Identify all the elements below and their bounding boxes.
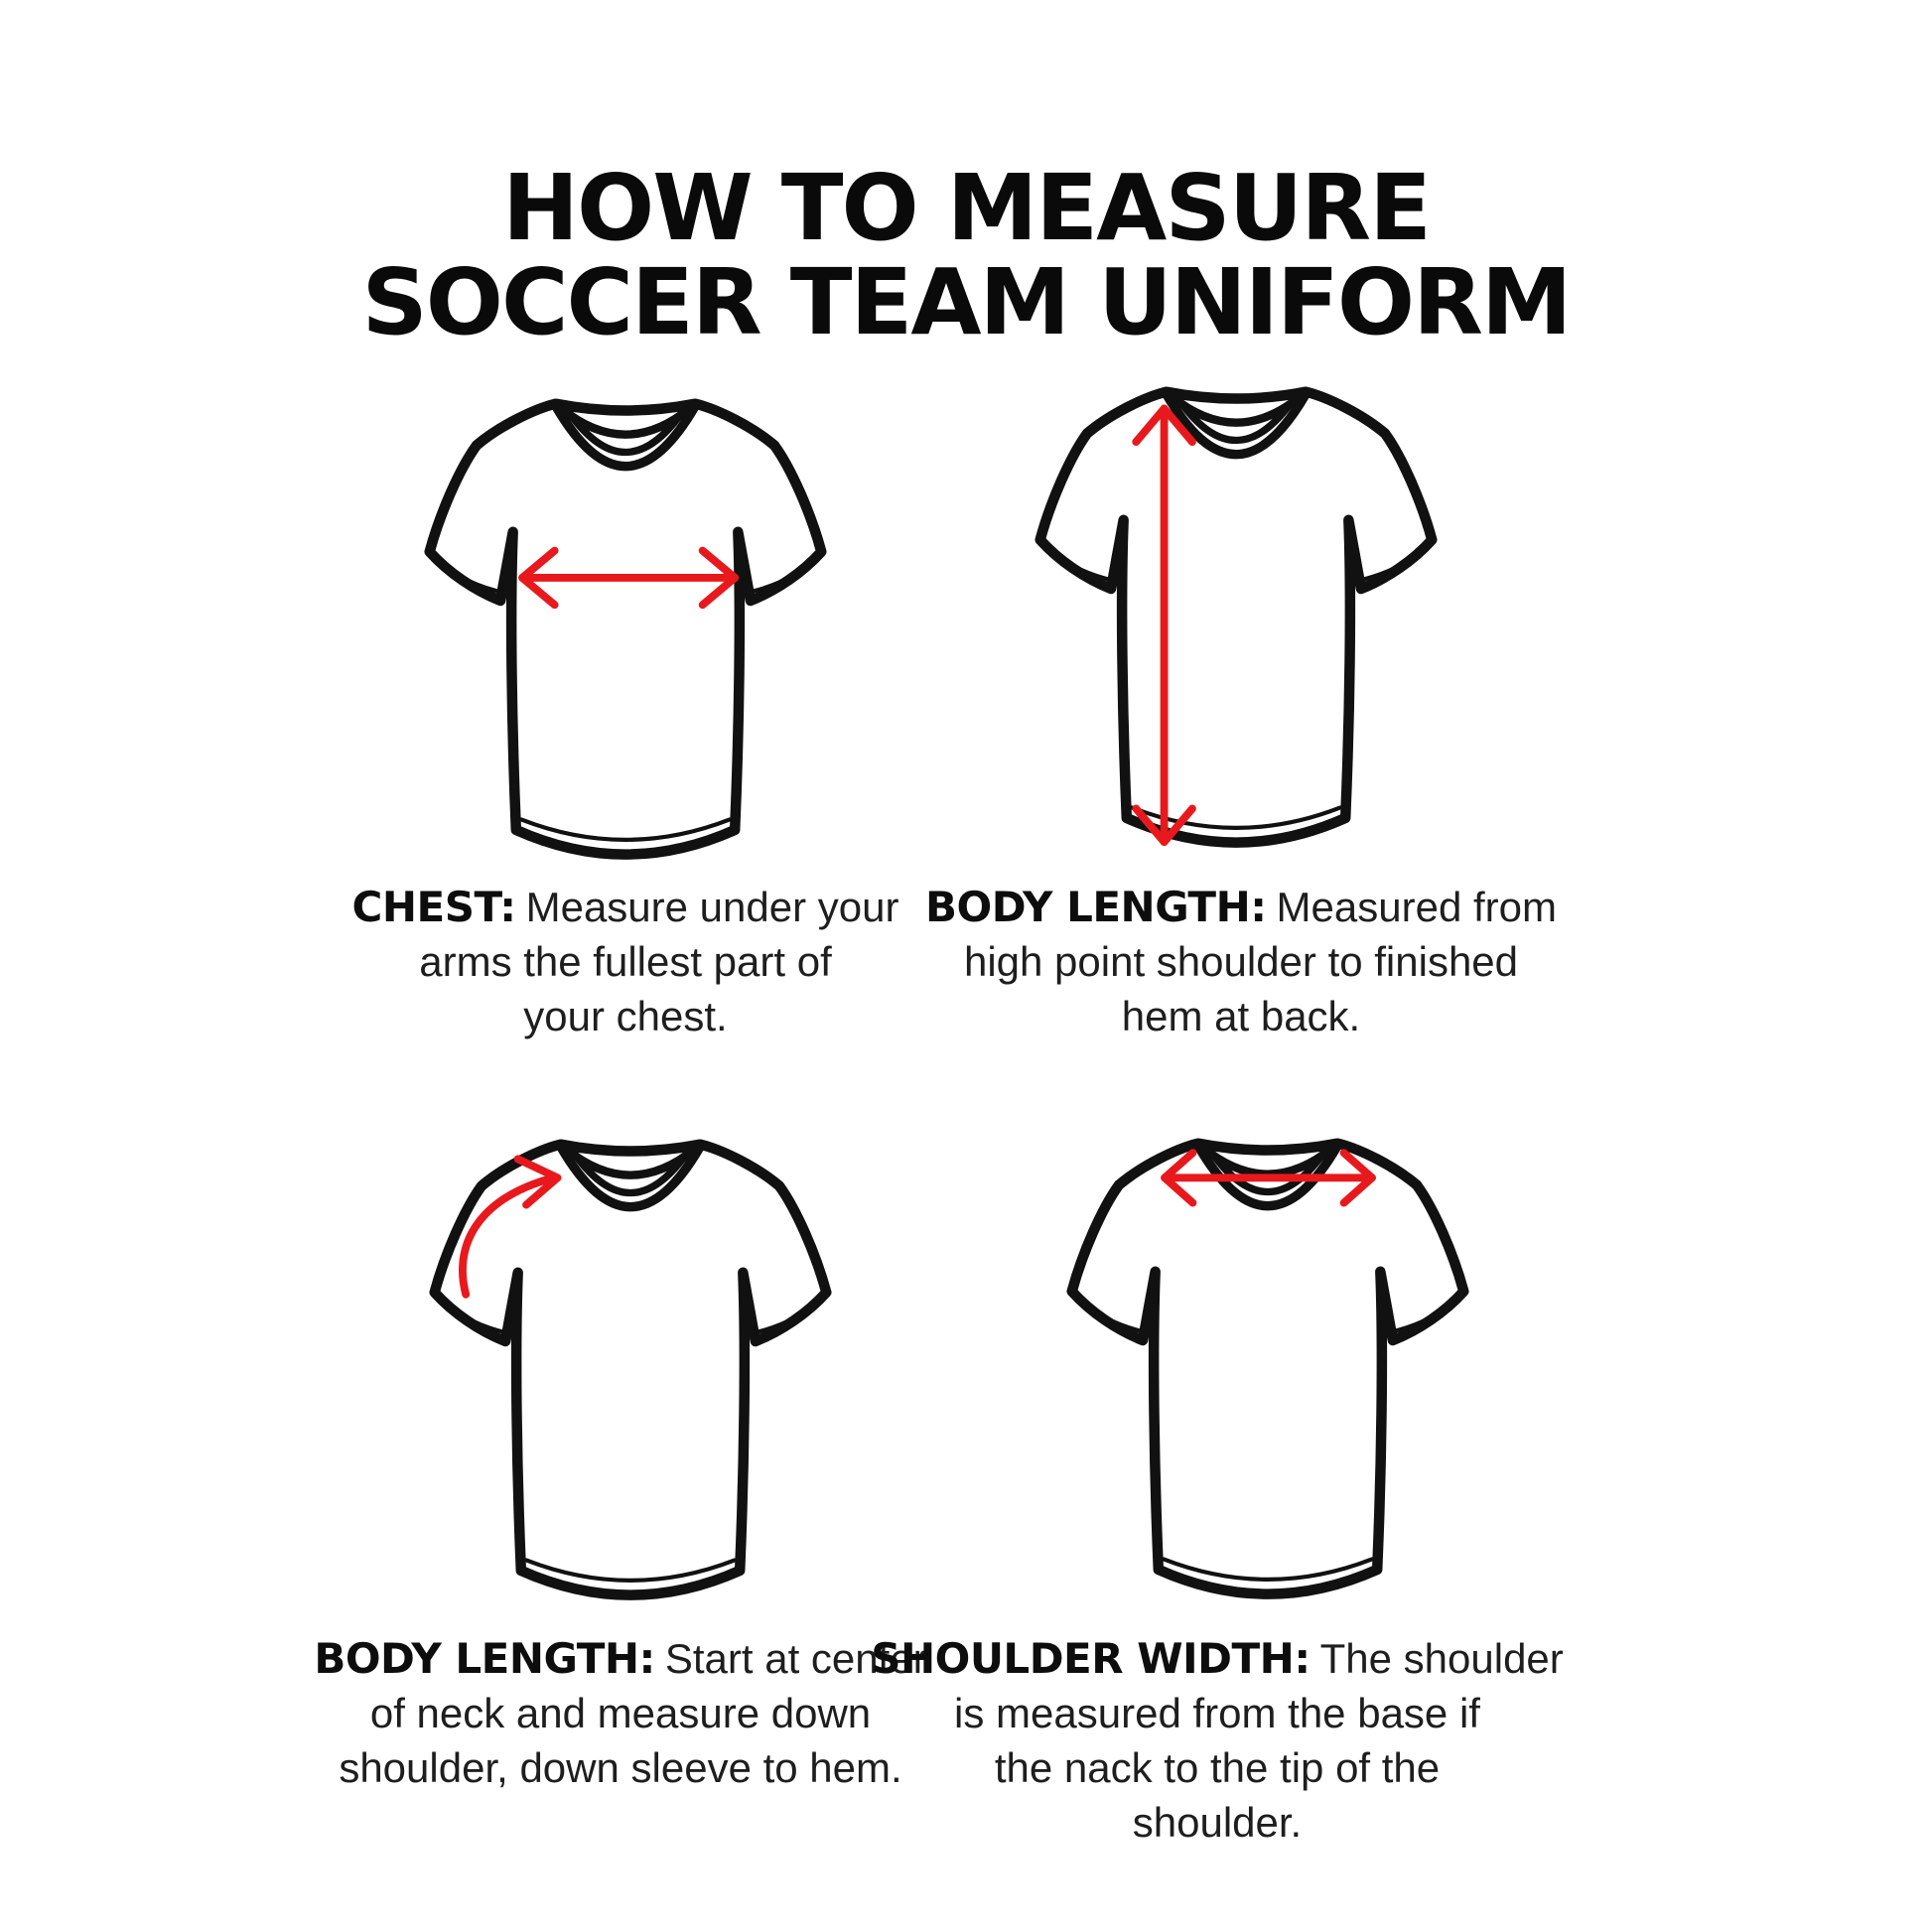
caption-line: hem at back. <box>1121 993 1361 1039</box>
caption-line: the nack to the tip of the <box>994 1744 1441 1791</box>
tshirt-illustration-body-length <box>1028 377 1445 862</box>
page-title-line1: HOW TO MEASURE <box>502 154 1430 261</box>
caption-line <box>870 1631 1565 1686</box>
page-title-line2: SOCCER TEAM UNIFORM <box>361 248 1571 355</box>
caption-line: shoulder, down sleeve to hem. <box>339 1744 902 1791</box>
tshirt-illustration-sleeve <box>422 1130 839 1614</box>
caption-text: The shoulder <box>1319 1635 1564 1682</box>
caption-label: BODY LENGTH: <box>314 1634 655 1683</box>
caption-line: high point shoulder to finished <box>963 938 1519 985</box>
caption-line <box>273 1631 968 1686</box>
caption-shoulder-width <box>870 1631 1565 1850</box>
caption-body-length-sleeve <box>273 1631 968 1795</box>
caption-text: Measure under your <box>525 884 899 930</box>
tshirt-illustration-shoulder <box>1059 1129 1476 1613</box>
caption-text: Start at center <box>664 1635 927 1682</box>
caption-label: CHEST: <box>351 883 516 931</box>
caption-line: shoulder. <box>1132 1799 1303 1846</box>
caption-line: your chest. <box>523 993 728 1039</box>
tshirt-illustration-chest <box>417 389 834 874</box>
caption-line <box>278 880 973 934</box>
caption-line: arms the fullest part of <box>419 938 832 985</box>
caption-line: is measured from the base if <box>954 1690 1480 1736</box>
caption-text: Measured from <box>1276 884 1557 930</box>
caption-body-length-back <box>894 880 1588 1043</box>
caption-line <box>894 880 1588 934</box>
page-title <box>0 154 1932 355</box>
caption-label: SHOULDER WIDTH: <box>871 1634 1311 1683</box>
caption-label: BODY LENGTH: <box>925 883 1267 931</box>
caption-chest <box>278 880 973 1043</box>
caption-line: of neck and measure down <box>369 1690 872 1736</box>
